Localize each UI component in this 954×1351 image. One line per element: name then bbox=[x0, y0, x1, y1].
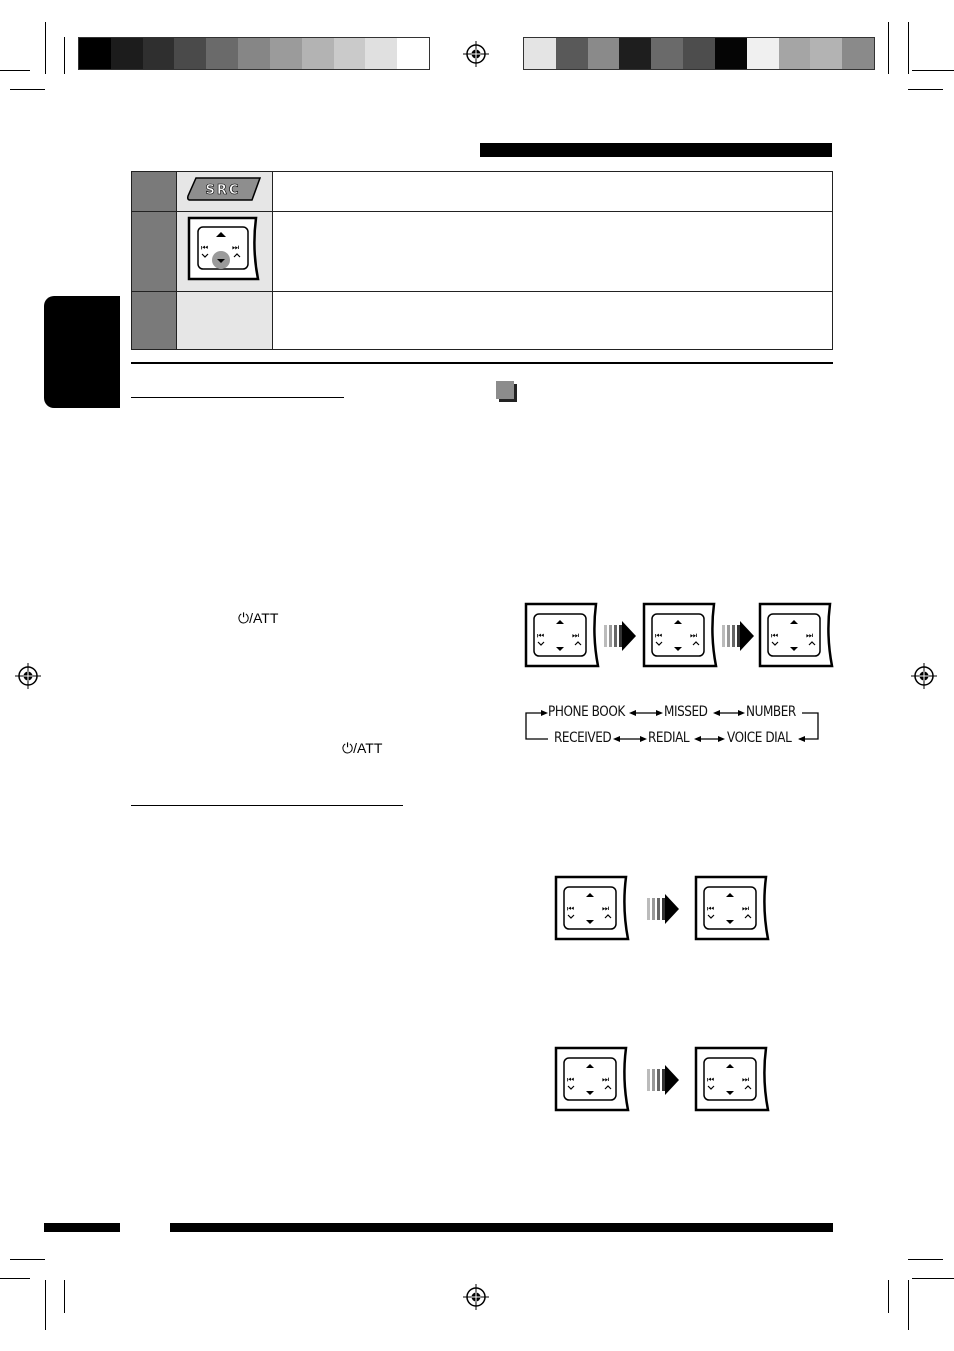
step-description-cell bbox=[273, 212, 833, 292]
step-description-cell bbox=[273, 292, 833, 350]
dial-sequence-diagram bbox=[554, 1046, 774, 1114]
menu-item-number: NUMBER bbox=[746, 704, 796, 720]
color-swatch bbox=[111, 38, 143, 69]
color-swatch bbox=[588, 38, 620, 69]
att-button-label: ⏻/ATT bbox=[238, 610, 279, 626]
src-button-label: SRC bbox=[205, 183, 240, 198]
menu-item-redial: REDIAL bbox=[648, 730, 690, 746]
crop-mark bbox=[10, 89, 45, 90]
step-number-cell bbox=[132, 212, 177, 292]
dial-down-icon bbox=[760, 604, 832, 666]
arrow-right-icon bbox=[722, 621, 754, 651]
section-marker-icon bbox=[496, 381, 514, 399]
color-swatch bbox=[715, 38, 747, 69]
step-icon-cell bbox=[177, 172, 273, 212]
registration-mark-icon bbox=[911, 663, 937, 689]
step-icon-cell bbox=[177, 212, 273, 292]
dial-left-right-icon bbox=[556, 1048, 628, 1110]
color-swatch bbox=[810, 38, 842, 69]
color-swatch bbox=[683, 38, 715, 69]
color-swatch bbox=[651, 38, 683, 69]
src-button-icon bbox=[186, 176, 264, 202]
language-side-tab bbox=[44, 296, 120, 408]
color-swatch bbox=[334, 38, 366, 69]
table-row bbox=[132, 292, 833, 350]
color-swatch bbox=[842, 38, 874, 69]
crop-mark bbox=[64, 1280, 65, 1313]
registration-mark-icon bbox=[15, 663, 41, 689]
control-dial-down-icon bbox=[186, 215, 264, 283]
color-swatch bbox=[174, 38, 206, 69]
menu-item-received: RECEIVED bbox=[554, 730, 612, 746]
menu-item-voice-dial: VOICE DIAL bbox=[727, 730, 792, 746]
footer-page-bar bbox=[44, 1223, 120, 1232]
crop-mark bbox=[908, 22, 909, 74]
crop-mark bbox=[908, 1259, 943, 1260]
crop-mark bbox=[10, 1259, 45, 1260]
color-swatch bbox=[365, 38, 397, 69]
color-swatch bbox=[143, 38, 175, 69]
arrow-right-icon bbox=[647, 894, 679, 924]
crop-mark bbox=[912, 1278, 954, 1279]
dial-sequence-diagram bbox=[554, 875, 774, 943]
dial-sequence-diagram bbox=[524, 602, 836, 670]
dial-down-icon bbox=[696, 877, 768, 939]
dial-down-icon bbox=[696, 1048, 768, 1110]
crop-mark bbox=[45, 1280, 46, 1330]
step-icon-cell bbox=[177, 292, 273, 350]
arrow-right-icon bbox=[604, 621, 636, 651]
color-swatch bbox=[238, 38, 270, 69]
crop-mark bbox=[888, 22, 889, 74]
step-number-cell bbox=[132, 292, 177, 350]
color-swatch bbox=[397, 38, 429, 69]
table-row bbox=[132, 172, 833, 212]
dial-left-right-icon bbox=[556, 877, 628, 939]
svg-text:⏮: ⏮ bbox=[200, 243, 208, 252]
section-divider bbox=[131, 362, 833, 364]
svg-text:⏭: ⏭ bbox=[231, 243, 239, 252]
step-description-cell bbox=[273, 172, 833, 212]
crop-mark bbox=[912, 70, 954, 71]
dial-left-right-icon bbox=[644, 604, 716, 666]
crop-mark bbox=[64, 37, 65, 74]
color-swatch bbox=[779, 38, 811, 69]
crop-mark bbox=[0, 1278, 30, 1279]
steps-table bbox=[131, 171, 833, 350]
color-swatch bbox=[206, 38, 238, 69]
color-swatch bbox=[747, 38, 779, 69]
crop-mark bbox=[908, 89, 943, 90]
menu-item-missed: MISSED bbox=[664, 704, 708, 720]
step-number-cell bbox=[132, 172, 177, 212]
arrow-right-icon bbox=[647, 1065, 679, 1095]
color-bar-left bbox=[78, 37, 430, 70]
att-button-label: ⏻/ATT bbox=[342, 740, 383, 756]
crop-mark bbox=[908, 1280, 909, 1330]
menu-item-phone-book: PHONE BOOK bbox=[548, 704, 625, 720]
footer-rule bbox=[170, 1223, 833, 1232]
crop-mark bbox=[888, 1280, 889, 1313]
table-row bbox=[132, 212, 833, 292]
color-swatch bbox=[524, 38, 556, 69]
dial-down-icon bbox=[526, 604, 598, 666]
color-swatch bbox=[619, 38, 651, 69]
registration-mark-icon bbox=[463, 1284, 489, 1310]
registration-mark-icon bbox=[463, 41, 489, 67]
subheading-underline bbox=[131, 805, 403, 806]
crop-mark bbox=[0, 70, 30, 71]
crop-mark bbox=[45, 22, 46, 74]
section-header-bar bbox=[480, 143, 832, 157]
color-swatch bbox=[302, 38, 334, 69]
color-swatch bbox=[79, 38, 111, 69]
color-bar-right bbox=[523, 37, 875, 70]
color-swatch bbox=[556, 38, 588, 69]
subheading-underline bbox=[131, 397, 344, 398]
color-swatch bbox=[270, 38, 302, 69]
